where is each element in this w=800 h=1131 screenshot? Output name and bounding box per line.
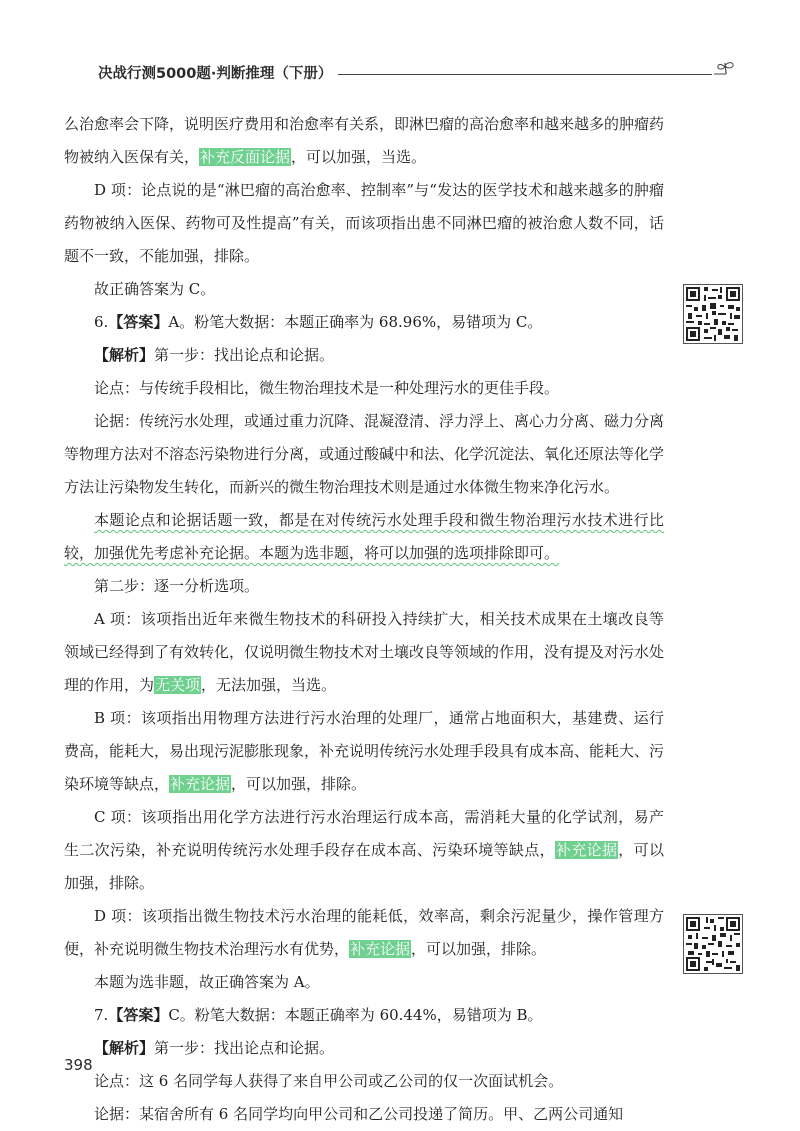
bracket-label: 【解析】 [94, 346, 155, 364]
answer-explanation-body [64, 108, 664, 1131]
paragraph [64, 999, 664, 1032]
text-run: B 项：该项指出用物理方法进行污水治理的处理厂，通常占地面积大，基建费、运行费高，能耗大，易出现污泥膨胀现象，补充说明传统污水处理手段具有成本高、能耗大、污染环境等缺点， [64, 709, 665, 793]
highlighted-keyword: 补充论据 [555, 841, 618, 859]
text-run: C 项：该项指出用化学方法进行污水治理运行成本高，需消耗大量的化学试剂，易产生二次污染，补充说明传统污水处理手段存在成本高、污染环境等缺点， [64, 808, 664, 859]
text-run: 故正确答案为 C。 [94, 280, 216, 298]
header-title: 决战行测5000题·判断推理（下册） [98, 62, 338, 83]
paragraph [64, 372, 664, 405]
paragraph [64, 108, 664, 174]
text-run: 第一步：找出论点和论据。 [154, 346, 335, 364]
bracket-label: 【答案】 [108, 313, 169, 331]
bracket-label: 【答案】 [108, 1006, 169, 1024]
text-run: 论据：某宿舍所有 6 名同学均向甲公司和乙公司投递了简历。甲、乙两公司通知 [94, 1105, 624, 1123]
paragraph [64, 1065, 664, 1098]
paragraph [64, 1098, 664, 1131]
running-header [98, 62, 738, 86]
highlighted-keyword: 无关项 [155, 676, 201, 694]
text-run: 6. [94, 313, 109, 331]
text-run: 第二步：逐一分析选项。 [94, 577, 260, 595]
paragraph [64, 174, 664, 273]
text-run: 本题为选非题，故正确答案为 A。 [94, 973, 320, 991]
text-run: D 项：论点说的是“淋巴瘤的高治愈率、控制率”与“发达的医学技术和越来越多的肿瘤药物被纳入医保、药物可及性提高”有关，而该项指出患不同淋巴瘤的被治愈人数不同，话题不一致，不能加强，排除。 [64, 181, 664, 265]
text-run: 论点：这 6 名同学每人获得了来自甲公司或乙公司的仅一次面试机会。 [94, 1072, 564, 1090]
text-run: A 项：该项指出近年来微生物技术的科研投入持续扩大，相关技术成果在土壤改良等领域已经得到了有效转化，仅说明微生物技术对土壤改良等领域的作用，没有提及对污水处理的作用，为 [64, 610, 665, 694]
paragraph [64, 900, 664, 966]
paragraph [64, 1032, 664, 1065]
text-run: ，可以加强，当选。 [291, 148, 427, 166]
page-number: 398 [64, 1056, 93, 1074]
text-run: 第一步：找出论点和论据。 [154, 1039, 335, 1057]
text-run: 论据：传统污水处理，或通过重力沉降、混凝澄清、浮力浮上、离心力分离、磁力分离等物理方法对不溶态污染物进行分离，或通过酸碱中和法、化学沉淀法、氧化还原法等化学方法让污染物发生转化，而新兴的微生物治理技术则是通过水体微生物来净化污水。 [64, 412, 665, 496]
bracket-label: 【解析】 [94, 1039, 155, 1057]
text-run: 论点：与传统手段相比，微生物治理技术是一种处理污水的更佳手段。 [94, 379, 560, 397]
wavy-underlined-text: 本题论点和论据话题一致，都是在对传统污水处理手段和微生物治理污水技术进行比较，加强优先考虑补充论据。本题为选非题，将可以加强的选项排除即可。 [64, 511, 664, 562]
text-run: ，可以加强，排除。 [64, 841, 664, 892]
paragraph [64, 273, 664, 306]
text-run: 么治愈率会下降，说明医疗费用和治愈率有关系，即淋巴瘤的高治愈率和越来越多的肿瘤药物被纳入医保有关， [64, 115, 665, 166]
paragraph [64, 405, 664, 504]
qr-code-icon[interactable] [683, 914, 743, 974]
text-run: ，无法加强，当选。 [201, 676, 337, 694]
paragraph [64, 801, 664, 900]
paragraph [64, 702, 664, 801]
text-run: A。粉笔大数据：本题正确率为 68.96%，易错项为 C。 [168, 313, 543, 331]
text-run: D 项：该项指出微生物技术污水治理的能耗低，效率高，剩余污泥量少，操作管理方便，补充说明微生物技术治理污水有优势， [64, 907, 664, 958]
text-run: 7. [94, 1006, 109, 1024]
sprout-icon [712, 60, 738, 84]
highlighted-keyword: 补充论据 [170, 775, 231, 793]
text-run: ，可以加强，排除。 [411, 940, 547, 958]
paragraph [64, 603, 664, 702]
paragraph [64, 306, 664, 339]
text-run: ，可以加强，排除。 [231, 775, 367, 793]
paragraph [64, 504, 664, 570]
paragraph [64, 339, 664, 372]
highlighted-keyword: 补充论据 [350, 940, 411, 958]
paragraph [64, 570, 664, 603]
paragraph [64, 966, 664, 999]
text-run: C。粉笔大数据：本题正确率为 60.44%，易错项为 B。 [168, 1006, 543, 1024]
highlighted-keyword: 补充反面论据 [200, 148, 291, 166]
qr-code-icon[interactable] [683, 284, 743, 344]
